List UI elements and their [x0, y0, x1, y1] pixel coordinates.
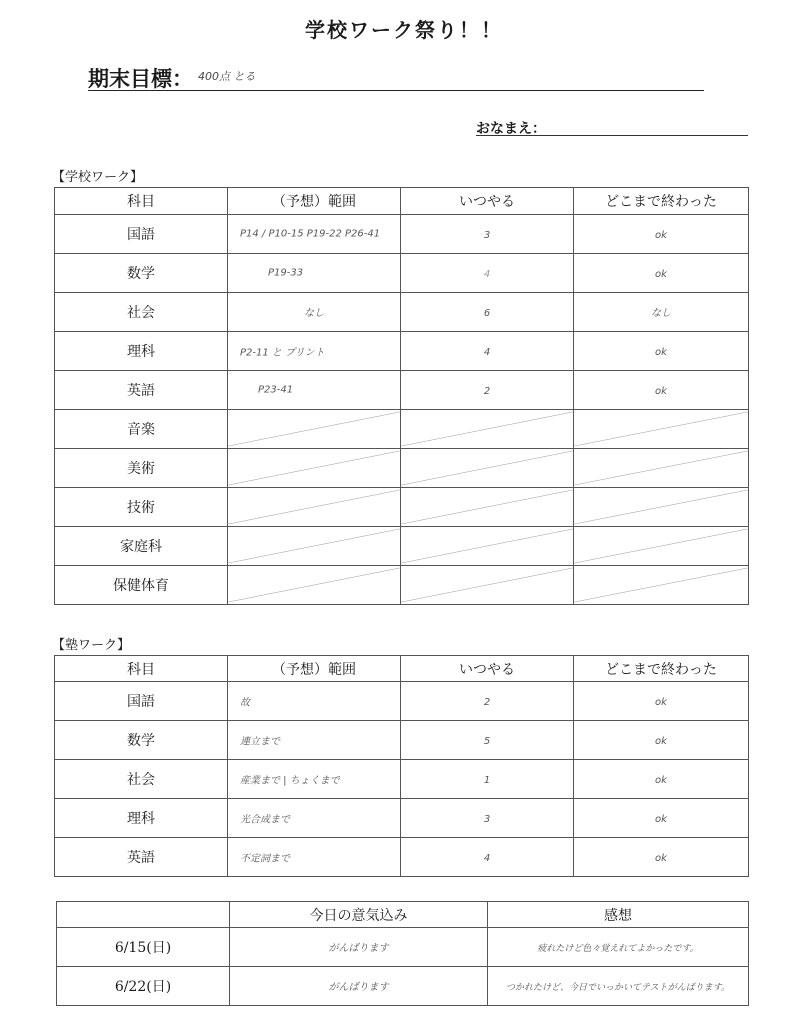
- header-subject: 科目: [55, 656, 228, 682]
- strike-through-mark: [228, 488, 400, 526]
- handwritten-range: 産業まで | ちょくまで: [240, 775, 340, 787]
- header-range: （予想）範囲: [228, 656, 401, 682]
- header-when: いつやる: [401, 656, 574, 682]
- handwritten-when: 2: [483, 386, 491, 397]
- empty-cell: [401, 410, 574, 449]
- handwritten-done: ok: [655, 853, 667, 864]
- strike-through-mark: [401, 566, 573, 604]
- handwritten-when: 4: [483, 853, 491, 864]
- header-done: どこまで終わった: [574, 656, 749, 682]
- handwritten-range: 光合成まで: [240, 814, 290, 826]
- date-cell: 6/22(日): [57, 967, 230, 1006]
- impression-cell: [488, 967, 749, 1006]
- handwritten-when: 5: [483, 736, 491, 747]
- subject-cell: 美術: [55, 449, 228, 488]
- range-cell: [228, 682, 401, 721]
- handwritten-done: ok: [655, 775, 667, 786]
- table-row: [55, 215, 749, 254]
- table-row: [57, 928, 749, 967]
- goal-value: 400点 とる: [198, 70, 256, 83]
- empty-cell: [401, 449, 574, 488]
- done-cell: [574, 682, 749, 721]
- range-cell: [228, 799, 401, 838]
- table-row: [55, 566, 749, 605]
- empty-cell: [228, 527, 401, 566]
- subject-cell: 国語: [55, 215, 228, 254]
- table-row: [55, 721, 749, 760]
- school-work-table: [54, 187, 749, 605]
- subject-cell: 国語: [55, 682, 228, 721]
- motivation-cell: [230, 928, 488, 967]
- empty-cell: [228, 410, 401, 449]
- header-when: いつやる: [401, 188, 574, 215]
- table-row: [55, 449, 749, 488]
- strike-through-mark: [401, 410, 573, 448]
- done-cell: [574, 371, 749, 410]
- range-cell: [228, 293, 401, 332]
- empty-cell: [574, 488, 749, 527]
- handwritten-done: ok: [655, 386, 667, 397]
- handwritten-when: 3: [483, 230, 491, 241]
- empty-cell: [228, 566, 401, 605]
- strike-through-mark: [228, 527, 400, 565]
- empty-cell: [401, 566, 574, 605]
- motivation-cell: [230, 967, 488, 1006]
- name-label: おなまえ：: [476, 121, 546, 137]
- empty-cell: [574, 410, 749, 449]
- goal-label: 期末目標：: [88, 66, 193, 91]
- handwritten-motivation: がんばります: [328, 943, 389, 954]
- done-cell: [574, 254, 749, 293]
- done-cell: [574, 293, 749, 332]
- handwritten-done: ok: [655, 697, 667, 708]
- when-cell: [401, 682, 574, 721]
- table-row: [55, 760, 749, 799]
- school-section-label: 【学校ワーク】: [52, 170, 144, 185]
- range-cell: [228, 215, 401, 254]
- table-row: [55, 682, 749, 721]
- strike-through-mark: [574, 566, 748, 604]
- strike-through-mark: [401, 527, 573, 565]
- handwritten-done: ok: [655, 269, 667, 280]
- handwritten-range: P19-33: [268, 267, 304, 279]
- range-cell: [228, 332, 401, 371]
- handwritten-when: 3: [483, 814, 491, 825]
- header-impression: 感想: [488, 902, 749, 928]
- empty-cell: [228, 488, 401, 527]
- handwritten-done: ok: [655, 736, 667, 747]
- handwritten-range: P23-41: [258, 384, 294, 396]
- subject-cell: 数学: [55, 254, 228, 293]
- handwritten-when: 2: [483, 697, 491, 708]
- range-cell: [228, 760, 401, 799]
- table-row: [55, 799, 749, 838]
- empty-cell: [574, 566, 749, 605]
- when-cell: [401, 371, 574, 410]
- header-motivation: 今日の意気込み: [230, 902, 488, 928]
- range-cell: [228, 721, 401, 760]
- handwritten-motivation: がんばります: [328, 982, 389, 993]
- strike-through-mark: [228, 566, 400, 604]
- strike-through-mark: [228, 410, 400, 448]
- handwritten-done: ok: [655, 814, 667, 825]
- handwritten-when: 6: [483, 308, 491, 319]
- table-row: [57, 967, 749, 1006]
- handwritten-done: ok: [655, 347, 667, 358]
- when-cell: [401, 332, 574, 371]
- done-cell: [574, 721, 749, 760]
- handwritten-done: ok: [655, 230, 667, 241]
- strike-through-mark: [574, 449, 748, 487]
- subject-cell: 技術: [55, 488, 228, 527]
- table-row: [55, 488, 749, 527]
- done-cell: [574, 760, 749, 799]
- header-subject: 科目: [55, 188, 228, 215]
- when-cell: [401, 799, 574, 838]
- when-cell: [401, 838, 574, 877]
- when-cell: [401, 215, 574, 254]
- juku-section-label: 【塾ワーク】: [52, 638, 131, 653]
- header-date: [57, 902, 230, 928]
- table-row: [55, 371, 749, 410]
- table-header-row: [57, 902, 749, 928]
- handwritten-when: 1: [483, 775, 491, 786]
- done-cell: [574, 838, 749, 877]
- impression-cell: [488, 928, 749, 967]
- table-row: [55, 293, 749, 332]
- page-title: 学校ワーク祭り！！: [305, 18, 503, 42]
- when-cell: [401, 760, 574, 799]
- when-cell: [401, 293, 574, 332]
- handwritten-range: P2-11 と プリント: [240, 347, 325, 359]
- range-cell: [228, 371, 401, 410]
- subject-cell: 理科: [55, 799, 228, 838]
- strike-through-mark: [401, 488, 573, 526]
- strike-through-mark: [574, 527, 748, 565]
- subject-cell: 保健体育: [55, 566, 228, 605]
- subject-cell: 家庭科: [55, 527, 228, 566]
- empty-cell: [574, 527, 749, 566]
- subject-cell: 音楽: [55, 410, 228, 449]
- subject-cell: 英語: [55, 371, 228, 410]
- strike-through-mark: [228, 449, 400, 487]
- done-cell: [574, 799, 749, 838]
- handwritten-impression: 疲れたけど色々覚えれてよかったです。: [537, 944, 699, 954]
- subject-cell: 英語: [55, 838, 228, 877]
- subject-cell: 社会: [55, 293, 228, 332]
- range-cell: [228, 254, 401, 293]
- daily-log-table: [56, 901, 749, 1006]
- empty-cell: [228, 449, 401, 488]
- subject-cell: 理科: [55, 332, 228, 371]
- strike-through-mark: [401, 449, 573, 487]
- handwritten-range: 不定詞まで: [240, 853, 290, 865]
- date-cell: 6/15(日): [57, 928, 230, 967]
- header-range: （予想）範囲: [228, 188, 401, 215]
- handwritten-range: 故: [240, 697, 250, 709]
- table-row: [55, 527, 749, 566]
- table-header-row: [55, 656, 749, 682]
- handwritten-range: 連立まで: [240, 736, 280, 748]
- handwritten-range: なし: [304, 308, 324, 319]
- range-cell: [228, 838, 401, 877]
- strike-through-mark: [574, 410, 748, 448]
- table-row: [55, 332, 749, 371]
- table-row: [55, 254, 749, 293]
- done-cell: [574, 332, 749, 371]
- handwritten-when: 4: [483, 347, 491, 358]
- table-row: [55, 410, 749, 449]
- table-header-row: [55, 188, 749, 215]
- when-cell: [401, 721, 574, 760]
- handwritten-when: 4: [483, 269, 491, 280]
- handwritten-range: P14 / P10-15 P19-22 P26-41: [240, 228, 381, 240]
- empty-cell: [574, 449, 749, 488]
- empty-cell: [401, 488, 574, 527]
- juku-work-table: [54, 655, 749, 877]
- when-cell: [401, 254, 574, 293]
- goal-underline: [88, 90, 704, 91]
- done-cell: [574, 215, 749, 254]
- handwritten-done: なし: [651, 308, 671, 319]
- empty-cell: [401, 527, 574, 566]
- name-underline: [476, 135, 748, 136]
- handwritten-impression: つかれたけど、今日でいっかいてテストがんばります。: [506, 983, 730, 993]
- header-done: どこまで終わった: [574, 188, 749, 215]
- subject-cell: 社会: [55, 760, 228, 799]
- strike-through-mark: [574, 488, 748, 526]
- table-row: [55, 838, 749, 877]
- subject-cell: 数学: [55, 721, 228, 760]
